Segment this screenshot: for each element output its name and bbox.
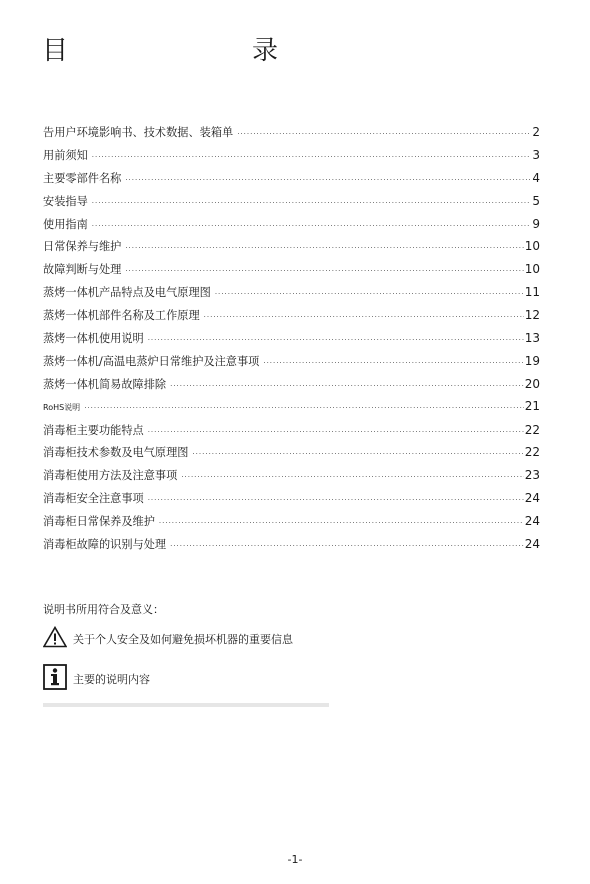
toc-row (43, 170, 540, 193)
toc-leader-dots (192, 450, 523, 458)
toc-row (43, 147, 540, 170)
legend-item-warning (43, 626, 293, 651)
toc-page-number: 22 (524, 422, 540, 437)
toc-page-number: 19 (524, 353, 540, 368)
toc-label: RoHS说明 (43, 402, 81, 412)
toc-label: 用前须知 (43, 148, 88, 162)
toc-label: 告用户环境影响书、技术数据、装箱单 (43, 126, 234, 139)
toc-leader-dots (181, 473, 523, 481)
toc-leader-dots (84, 404, 524, 412)
toc-row (43, 261, 540, 284)
toc-label: 消毒柜安全注意事项 (43, 492, 144, 506)
toc-leader-dots (92, 199, 532, 207)
legend-title: 说明书所用符合及意义： (43, 603, 164, 616)
toc-label: 消毒柜使用方法及注意事项 (43, 469, 178, 483)
toc-label: 蒸烤一体机产品特点及电气原理图 (43, 286, 211, 300)
toc-page-number: 20 (524, 376, 540, 391)
toc-page-number: 10 (524, 262, 540, 277)
toc-label: 蒸烤一体机部件名称及工作原理 (43, 309, 200, 323)
toc-leader-dots (148, 428, 524, 436)
toc-leader-dots (92, 222, 532, 230)
toc-row (43, 513, 540, 536)
warning-triangle-icon (43, 626, 67, 651)
toc-row (43, 467, 540, 490)
toc-page-number: 24 (524, 491, 540, 506)
toc-label: 消毒柜技术参数及电气原理图 (43, 446, 189, 460)
toc-leader-dots (92, 153, 532, 161)
toc-page-number: 11 (524, 285, 540, 300)
toc-page-number: 12 (524, 308, 540, 323)
toc-page-number: 22 (524, 445, 540, 460)
toc-leader-dots (263, 359, 523, 367)
toc-leader-dots (159, 519, 524, 527)
toc-leader-dots (125, 244, 523, 252)
toc-row (43, 307, 540, 330)
toc-page-number: 24 (524, 537, 540, 552)
toc-row (43, 238, 540, 261)
table-of-contents (43, 124, 540, 559)
info-icon (43, 664, 67, 693)
toc-leader-dots (125, 176, 531, 184)
page-number: -1- (287, 853, 303, 866)
toc-row (43, 124, 540, 147)
toc-page-number: 5 (532, 193, 540, 208)
toc-row (43, 536, 540, 559)
toc-row (43, 330, 540, 353)
toc-leader-dots (237, 130, 531, 138)
toc-row (43, 490, 540, 513)
toc-row (43, 353, 540, 376)
toc-page-number: 10 (524, 239, 540, 254)
toc-row (43, 399, 540, 422)
toc-label: 蒸烤一体机/高温电蒸炉日常维护及注意事项 (43, 354, 260, 368)
toc-leader-dots (148, 336, 524, 344)
toc-leader-dots (170, 542, 524, 550)
toc-row (43, 216, 540, 239)
toc-leader-dots (215, 290, 524, 298)
toc-page-number: 3 (532, 147, 540, 162)
toc-label: 消毒柜日常保养及维护 (43, 515, 155, 529)
toc-label: 日常保养与维护 (43, 240, 122, 254)
toc-page-number: 21 (524, 398, 540, 413)
legend-item-info (43, 664, 150, 693)
legend-text-info: 主要的说明内容 (73, 672, 150, 686)
toc-leader-dots (170, 382, 524, 390)
toc-leader-dots (204, 313, 524, 321)
toc-page-number: 23 (524, 468, 540, 483)
toc-label: 蒸烤一体机简易故障排除 (43, 377, 167, 391)
toc-page-number: 24 (524, 514, 540, 529)
toc-label: 蒸烤一体机使用说明 (43, 332, 144, 346)
toc-row (43, 376, 540, 399)
toc-row (43, 422, 540, 445)
legend-text-warning: 关于个人安全及如何避免损坏机器的重要信息 (73, 632, 293, 646)
toc-label: 安装指导 (43, 194, 88, 208)
toc-row (43, 444, 540, 467)
toc-label: 故障判断与处理 (43, 263, 122, 277)
toc-leader-dots (148, 496, 524, 504)
divider (43, 703, 329, 707)
toc-page-number: 2 (532, 125, 540, 139)
toc-label: 消毒柜故障的识别与处理 (43, 538, 167, 552)
toc-label: 消毒柜主要功能特点 (43, 423, 144, 437)
toc-leader-dots (125, 267, 523, 275)
toc-row (43, 284, 540, 307)
toc-page-number: 9 (532, 216, 540, 231)
toc-page-number: 4 (532, 170, 540, 185)
toc-row (43, 193, 540, 216)
page-title: 目 录 (42, 36, 323, 66)
toc-label: 主要零部件名称 (43, 171, 122, 185)
toc-page-number: 13 (524, 331, 540, 346)
toc-label: 使用指南 (43, 217, 88, 231)
